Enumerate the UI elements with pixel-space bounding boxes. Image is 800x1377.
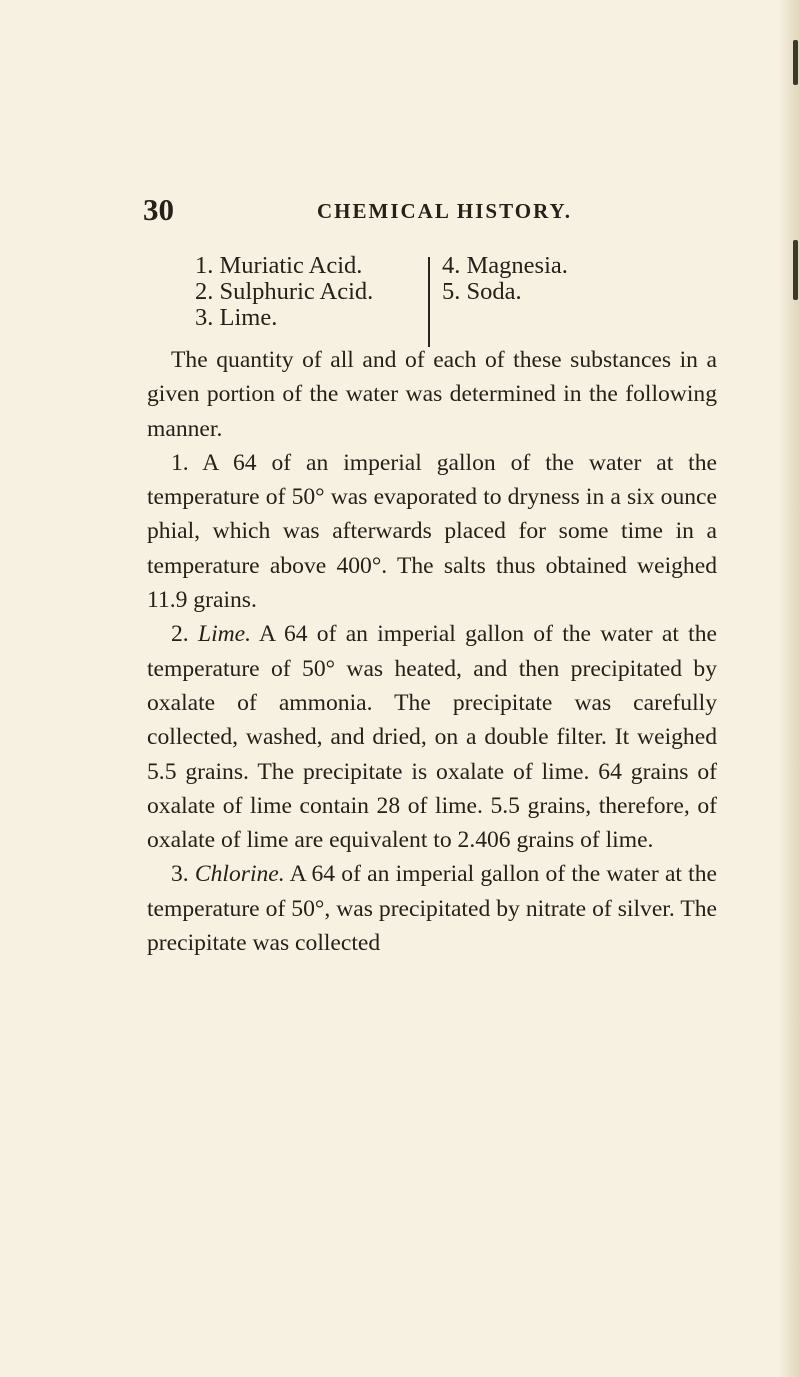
page-edge-shadow (778, 0, 800, 1377)
running-head: CHEMICAL HISTORY. (317, 199, 572, 223)
page-edge-mark (793, 40, 798, 85)
paragraph-2 (147, 617, 717, 857)
substance-list (195, 253, 615, 343)
substance-list-left (195, 253, 373, 331)
page-number: 30 (143, 192, 174, 227)
list-item: 1. Muriatic Acid. (195, 252, 363, 279)
paragraph-2-label: 2. (171, 621, 198, 648)
paragraph-3-label: 3. (171, 861, 195, 888)
paragraph-3-text: A 64 of an imperial gallon of the water at the temperature of 50°, was precipitated by nitrate of silver. The precipitate was collected (147, 861, 717, 957)
body-text (147, 343, 717, 960)
paragraph-2-title: Lime. (197, 621, 252, 648)
list-divider (428, 257, 430, 347)
page-header (143, 192, 663, 227)
list-item: 2. Sulphuric Acid. (195, 278, 374, 305)
paragraph-intro: The quantity of all and of each of these substances in a given portion of the water was determined in the following manner. (147, 347, 717, 442)
list-item: 3. Lime. (195, 304, 278, 331)
list-item: 5. Soda. (442, 278, 522, 305)
substance-list-right (442, 253, 568, 305)
paragraph-2-text: A 64 of an imperial gallon of the water at the temperature of 50° was heated, and then precipitated by oxalate of ammonia. The precipitate was carefully collected, washed, and dried, on a double filter. It weighed 5.5 grains. The precipitate is oxalate of lime. 64 grains of oxalate of lime contain 28 of lime. 5.5 grains, therefore, of oxalate of lime are equivalent to 2.406 grains of lime. (147, 621, 718, 854)
list-item: 4. Magnesia. (442, 252, 568, 279)
paragraph-1: 1. A 64 of an imperial gallon of the water at the temperature of 50° was evaporated to dryness in a six ounce phial, which was afterwards placed for some time in a temperature above 400°. The salts thus obtained weighed 11.9 grains. (147, 449, 717, 614)
paragraph-3-title: Chlorine. (194, 861, 285, 888)
paragraph-3 (147, 857, 717, 960)
page-edge-mark (793, 240, 798, 300)
